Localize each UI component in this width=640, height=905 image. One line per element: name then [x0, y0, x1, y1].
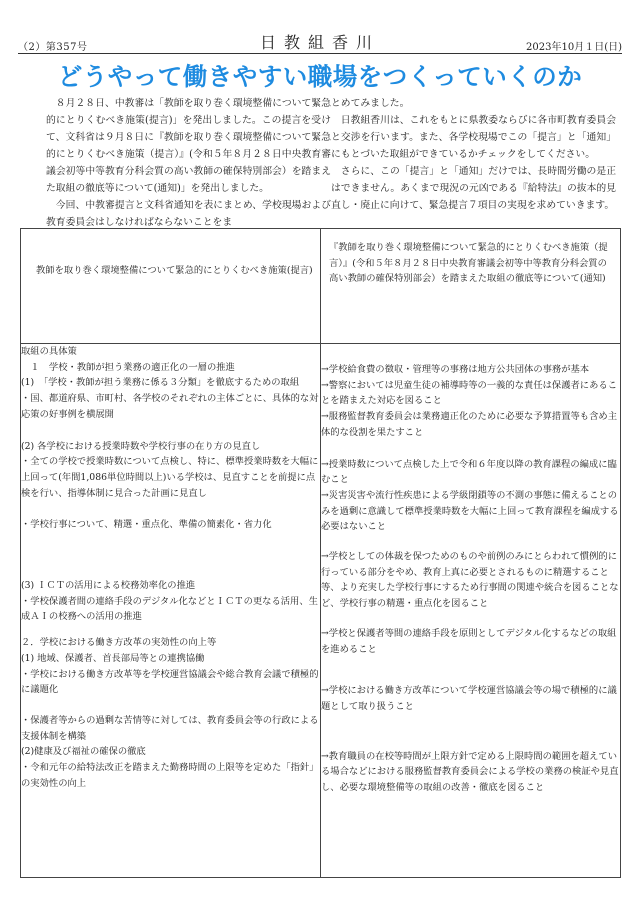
header-rule — [18, 53, 622, 54]
list-item: (1) 地域、保護者、首長部局等との連携協働 — [21, 652, 205, 664]
comparison-table — [20, 228, 621, 878]
intro-paragraph: 日教組香川は、これをもとに県教委ならびに各市町教育委員会と交渉を行います。また、各学校現場でこの「提言」と「通知」にもとづいた取組ができているかチェックをしてください。 — [331, 115, 616, 160]
list-item: →災害災害や流行性疾患による学級閉鎖等の不測の事態に備えることのみを過剰に意識して標準授業時数を大幅に上回って教育課程を編成する必要はないこと — [321, 489, 619, 533]
intro-left-column — [46, 95, 331, 231]
list-item: ・国、都道府県、市町村、各学校のそれぞれの主体ごとに、具体的な対応策の好事例を横展開 — [21, 393, 319, 420]
list-item: ・学校行事について、精選・重点化、準備の簡素化・省力化 — [21, 519, 272, 531]
list-item: １ 学校・教師が担う業務の適正化の一層の推進 — [21, 361, 235, 373]
table-body-row — [21, 344, 621, 878]
table-header-row — [21, 229, 621, 344]
list-item: (2)健康及び福祉の確保の徹底 — [21, 746, 146, 758]
list-item: →学校としての体裁を保つためのものや前例のみにとらわれて慣例的に行っている部分をやめ、教育上真に必要とされるものに精選すること等、より充実した学校行事にするため行事間の関連や統合を図ることなど、学校行事の精選・重点化を図ること — [321, 551, 619, 610]
intro-paragraph: 今回、中教審提言と文科省通知を表にまとめ、学校現場および教育委員会はしなければならないことをま — [46, 200, 331, 228]
list-item: ・全ての学校で授業時数について点検し、特に、標準授業時数を大幅に上回って(年間1,086単位時間以上)いる学校は、見直すことを前提に点検を行い、指導体制に見合った計画に見直し — [21, 456, 319, 499]
intro-right-column — [331, 95, 616, 214]
page-title: どうやって働きやすい職場をつくっていくのか — [57, 62, 583, 91]
list-item: 取組の具体策 — [21, 346, 77, 357]
list-item: ・学校における働き方改革等を学校運営協議会や総合教育会議で積極的に議題化 — [21, 668, 319, 696]
header-proposal: 教師を取り巻く環境整備について緊急的にとりくむべき施策(提言) — [21, 229, 321, 344]
list-item: →学校と保護者等間の連絡手段を原則としてデジタル化するなどの取組を進めること — [321, 627, 617, 655]
notice-column — [321, 344, 621, 878]
list-item: ・保護者等からの過剰な苦情等に対しては、教育委員会等の行政による支援体制を構築 — [21, 714, 319, 742]
list-item: ・令和元年の給特法改正を踏まえた勤務時間の上限等を定めた「指針」の実効性の向上 — [21, 762, 319, 789]
intro-paragraph: とめてみました。 — [331, 98, 410, 109]
intro-paragraph: さらに、この「提言」と「通知」だけでは、長時間労働の是正はできません。あくまで現況の元凶である『給特法』の抜本的見直し・廃止に向けて、緊急提言７項目の実現を求めていきます。 — [331, 166, 616, 211]
list-item: (3) ＩＣＴの活用による校務効率化の推進 — [21, 580, 196, 592]
list-item: (2) 各学校における授業時数や学校行事の在り方の見直し — [21, 440, 261, 452]
issue-date: 2023年10月１日(日) — [526, 42, 622, 53]
list-item: →教育職員の在校等時間が上限方針で定める上限時間の範囲を超えている場合などにおける服務監督教育委員会による学校の業務の検証や見直し、必要な環境整備等の取組の改善・徹底を図ること — [321, 750, 619, 794]
list-item: →学校給食費の徴収・管理等の事務は地方公共団体の事務が基本 — [321, 364, 590, 375]
list-item: →授業時数について点検した上で令和６年度以降の教育課程の編成に臨むこと — [321, 458, 617, 486]
list-item: ２．学校における働き方改革の実効性の向上等 — [21, 637, 217, 649]
list-item: →警察においては児童生徒の補導時等の一義的な責任は保護者にあることを踏まえた対応を図ること — [321, 379, 617, 407]
paper-name: 日教組香川 — [259, 33, 380, 52]
issue-number: （2）第357号 — [18, 42, 88, 53]
list-item: →学校における働き方改革について学校運営協議会等の場で積極的に議題として取り扱うこと — [321, 685, 617, 712]
header-notice: 『教師を取り巻く環境整備について緊急的にとりくむべき施策（提言）』(令和５年８月２８日中央教育審議会初等中等教育分科会質の高い教師の確保特別部会）を踏まえた取組の徹底等について(通知) — [321, 229, 621, 344]
intro-paragraph: ８月２８日、中教審は「教師を取り巻く環境整備について緊急的にとりくむべき施策(提言)」を発出しました。この提言を受けて、文科省は９月８日に『教師を取り巻く環境整備について緊急的にとりくむべき施策（提言）』(令和５年８月２８日中央教育審議会初等中等教育分科会質の高い教師の確保特別部会）を踏まえた取組の徹底等について(通知)」を発出しました。 — [46, 98, 331, 194]
list-item: →服務監督教育委員会は業務適正化のために必要な予算措置等も含め主体的な役割を果たすこと — [321, 411, 617, 438]
list-item: (1) 「学校・教師が担う業務に係る３分類」を徹底するための取組 — [21, 377, 300, 389]
list-item: ・学校保護者間の連絡手段のデジタル化などとＩＣＴの更なる活用、生成ＡＩの校務への活用の推進 — [21, 595, 318, 623]
proposal-column — [21, 344, 321, 878]
